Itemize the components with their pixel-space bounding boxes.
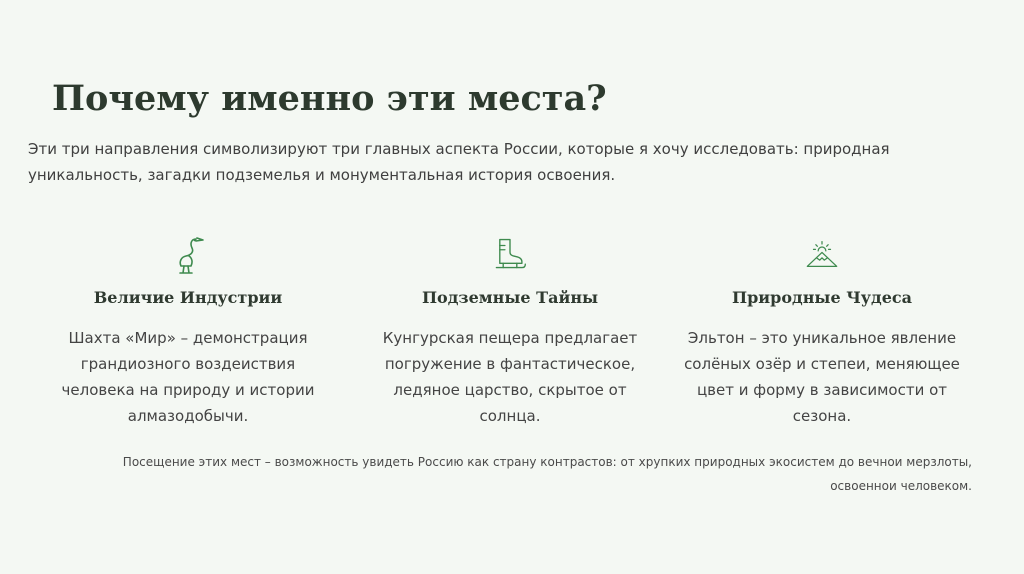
- feature-heading: Подземные Тайны: [421, 288, 599, 307]
- feature-text: Шахта «Мир» – демонстрация грандиозного воздеиствия человека на природу и истории алмазодобычи.: [61, 329, 315, 425]
- heron-icon: [43, 230, 333, 278]
- intro-text: Эти три направления символизируют три главных аспекта России, которые я хочу исследовать: природная уникальность, загадки подземелья и монументальная история освоения.: [28, 140, 890, 184]
- page-title: Почему именно эти места?: [52, 78, 607, 119]
- feature-column-industry: [43, 230, 333, 429]
- feature-column-underground: [365, 230, 655, 429]
- feature-text: Эльтон – это уникальное явление солёных озёр и степеи, меняющее цвет и форму в зависимости от сезона.: [684, 329, 960, 425]
- feature-column-nature: [677, 230, 967, 429]
- feature-heading: Природные Чудеса: [732, 288, 912, 307]
- ice-skate-icon: [365, 230, 655, 278]
- footer-note: Посещение этих мест – возможность увидеть Россию как страну контрастов: от хрупких природных экосистем до вечнои мерзлоты, освоеннои человеком.: [122, 455, 972, 493]
- feature-text: Кунгурская пещера предлагает погружение в фантастическое, ледяное царство, скрытое от солнца.: [382, 329, 638, 425]
- feature-heading: Величие Индустрии: [93, 288, 283, 307]
- mountain-sunrise-icon: [677, 230, 967, 278]
